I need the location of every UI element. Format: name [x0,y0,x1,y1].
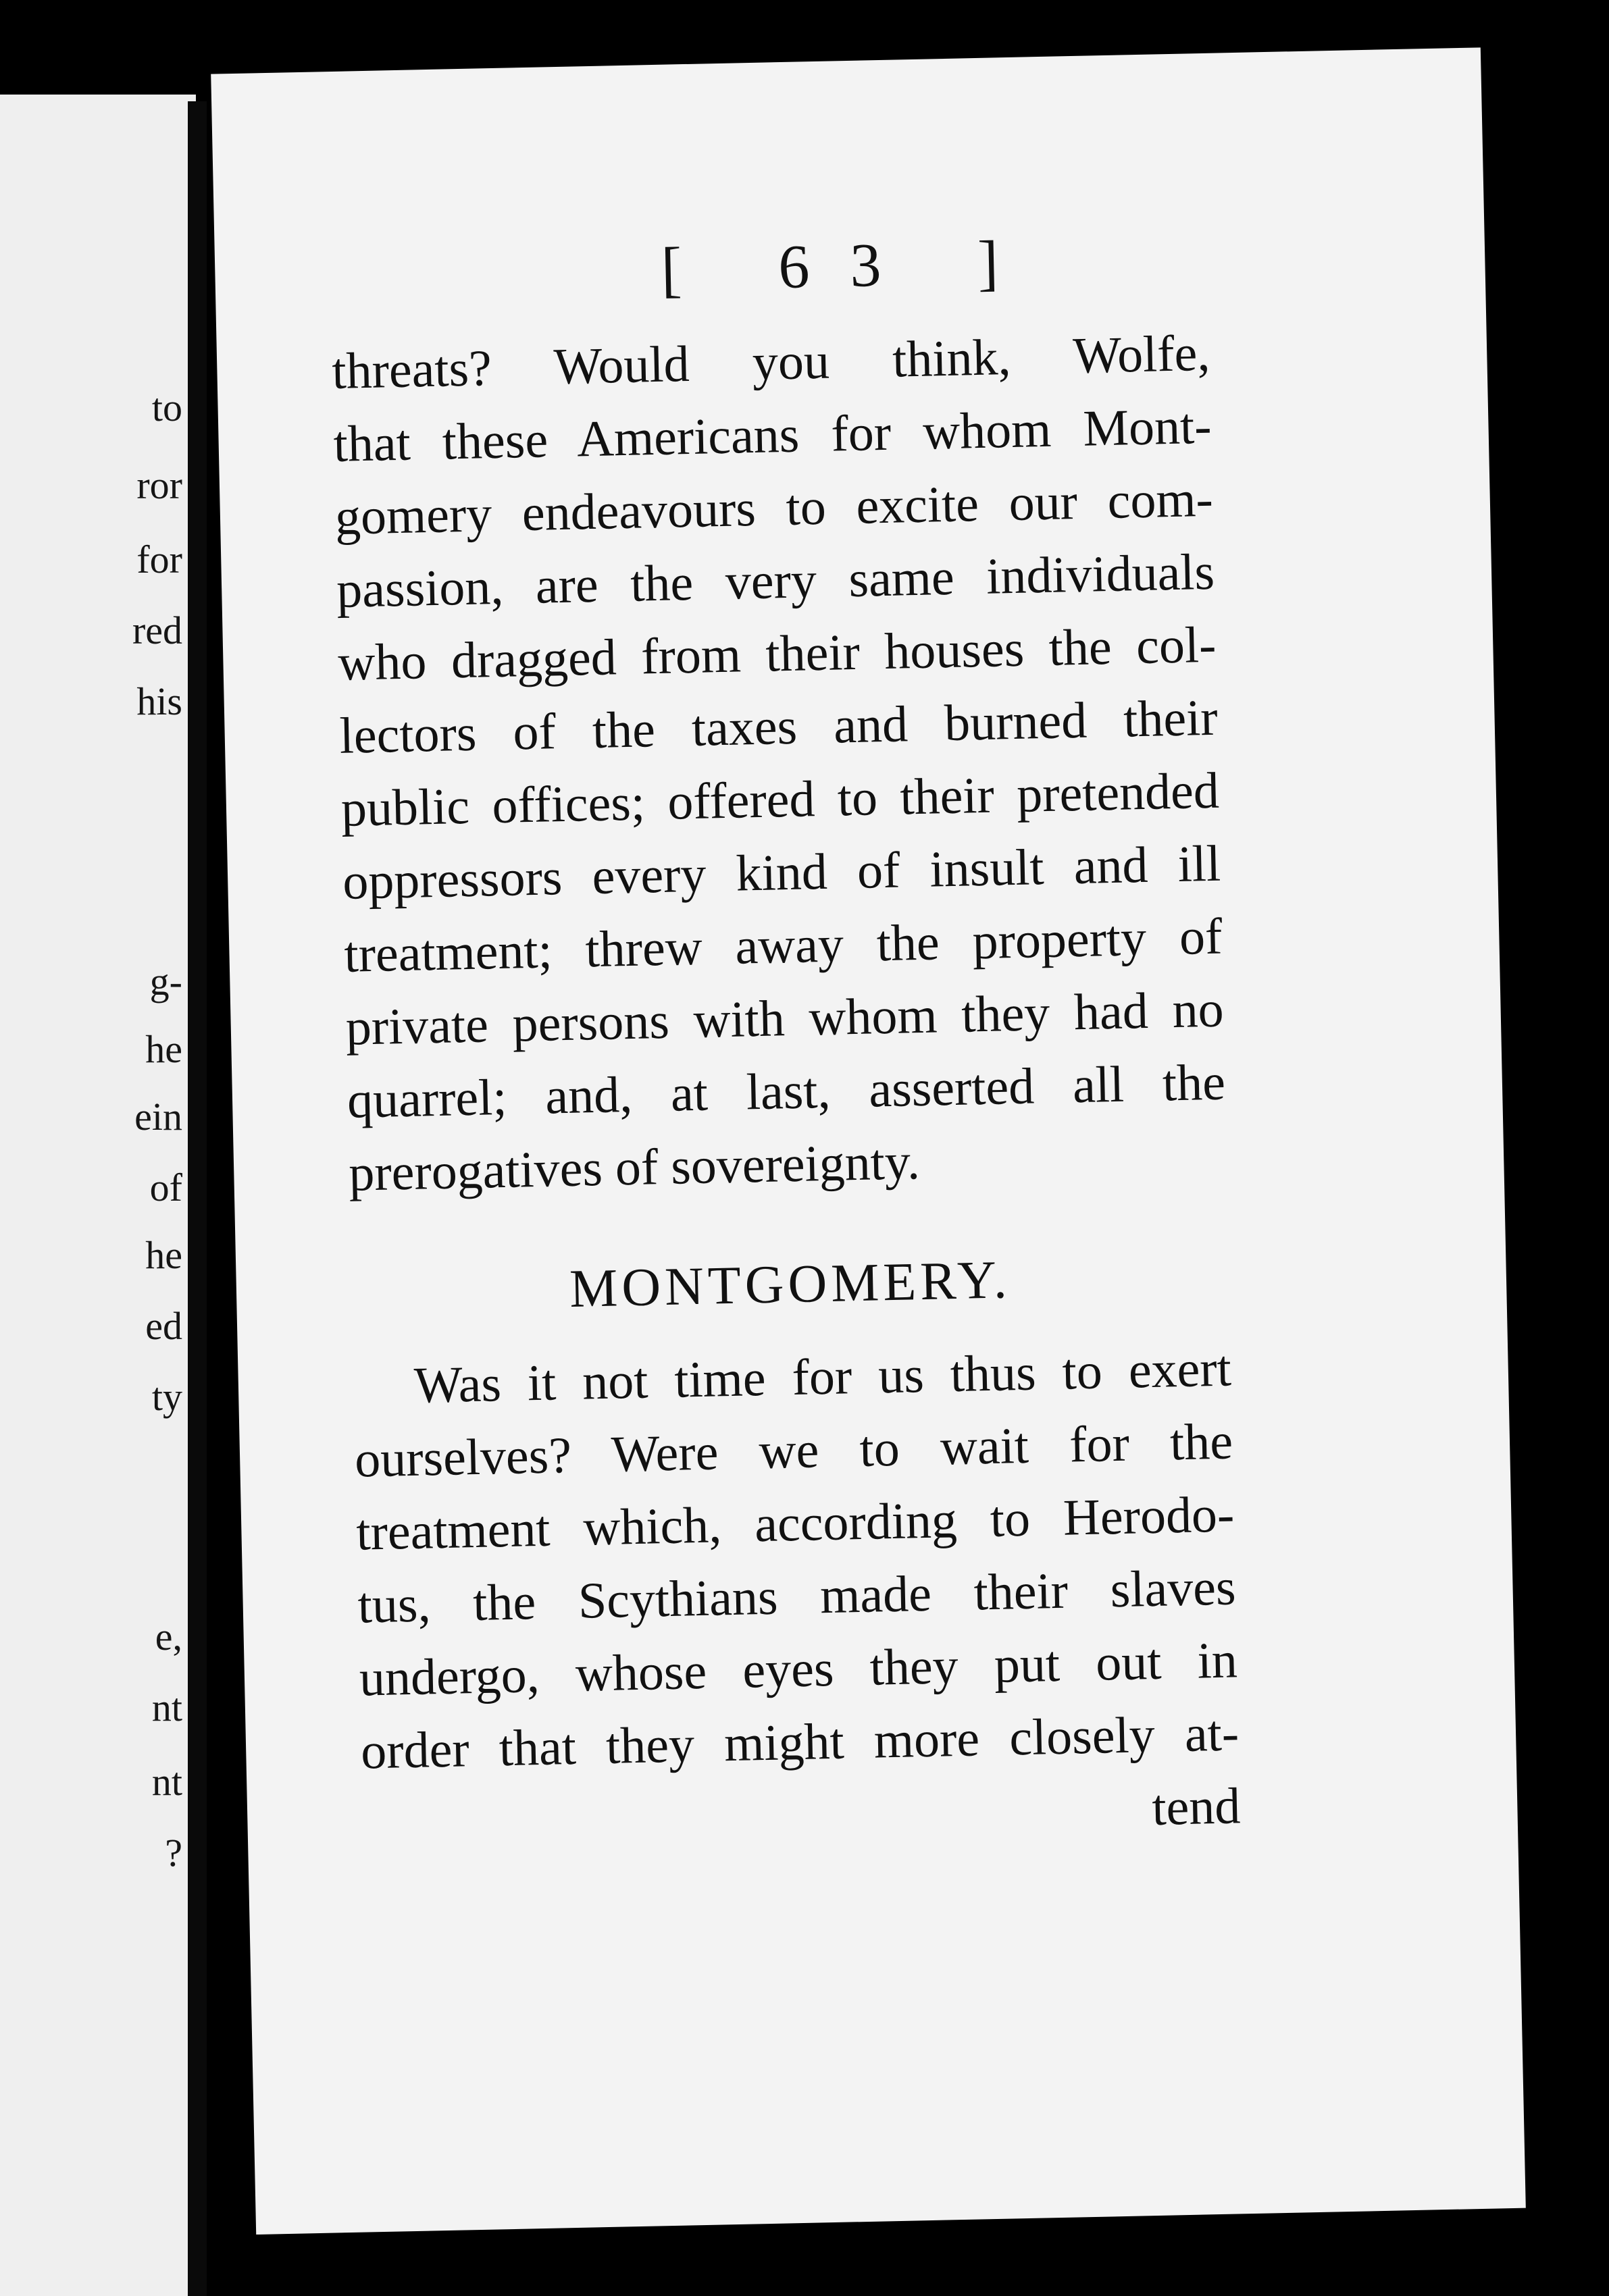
left-page-fragment: e, [155,1615,182,1659]
text-line: quarrel; and, at last, asserted all the [347,1053,1226,1129]
left-page-fragment: ty [151,1375,182,1419]
page-number: [ 63 ] [660,227,1040,304]
text-line: treatment; threw away the property of [343,908,1223,983]
text-line: threats? Would you think, Wolfe, [331,324,1211,400]
text-line: public offices; offered to their pretended [340,762,1220,837]
text-line: order that they might more closely at- [360,1704,1240,1780]
text-line: treatment which, according to Herodo- [355,1486,1235,1561]
previous-page-fragment [0,95,196,2296]
text-line: ourselves? Were we to wait for the [354,1413,1233,1488]
book-page [211,47,1526,2235]
left-page-fragment: he [145,1027,182,1071]
text-line: who dragged from their houses the col- [337,616,1217,692]
text-line: Was it not time for us thus to exert [413,1340,1232,1414]
left-page-fragment: his [136,679,182,723]
book-gutter [188,101,207,2296]
text-line: undergo, whose eyes they put out in [359,1632,1238,1707]
text-line: tus, the Scythians made their slaves [357,1559,1237,1634]
speaker-heading: MONTGOMERY. [569,1250,1012,1319]
left-page-fragment: ein [134,1095,182,1139]
left-page-fragment: ? [165,1831,182,1875]
left-page-fragment: for [136,538,182,581]
left-page-fragment: nt [151,1686,182,1729]
text-line: passion, are the very same individuals [336,543,1215,619]
catchword: tend [1151,1777,1242,1837]
left-page-fragment: nt [151,1760,182,1804]
left-page-fragment: of [149,1166,182,1209]
page-text [331,317,1241,1861]
text-line: prerogatives of sovereignty. [348,1133,921,1202]
text-line: that these Americans for whom Mont- [332,397,1212,473]
left-page-fragment: red [132,608,182,652]
text-line: private persons with whom they had no [344,981,1225,1056]
left-page-fragment: he [145,1233,182,1277]
text-line: oppressors every kind of insult and ill [342,835,1221,910]
left-page-fragment: g- [149,960,182,1003]
left-page-fragment: ed [145,1304,182,1348]
text-line: lectors of the taxes and burned their [338,689,1219,764]
left-page-fragment: to [151,386,182,429]
text-line: gomery endeavours to excite our com- [334,470,1214,546]
left-page-fragment: ror [136,463,182,507]
